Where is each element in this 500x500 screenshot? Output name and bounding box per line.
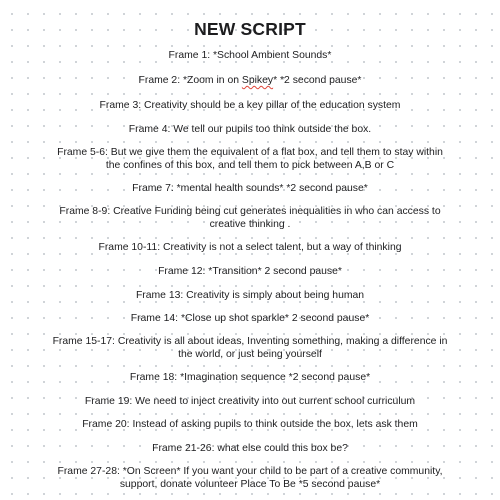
script-line-frame-15-17: Frame 15-17: Creativity is all about ideas, Inventing something, making a difference in the world, or just being yourself [52,336,448,360]
script-line-frame-2: Frame 2: *Zoom in on Spikey* *2 second pause* [138,75,362,86]
script-line-frame-13: Frame 13: Creativity is simply about being human [135,290,365,301]
script-title: NEW SCRIPT [194,19,306,39]
script-line-frame-14: Frame 14: *Close up shot sparkle* 2 second pause* [130,313,370,324]
script-line-frame-4: Frame 4: We tell our pupils too think outside the box. [128,124,372,135]
script-line-frame-21-26: Frame 21-26: what else could this box be? [152,443,348,454]
script-line-frame-10-11: Frame 10-11: Creativity is not a select talent, but a way of thinking [98,242,402,253]
script-line-frame-27-28: Frame 27-28: *On Screen* If you want your child to be part of a creative community, support, donate volunteer Place To Be *5 second pause* [57,466,443,490]
misspelled-word: Spikey [241,75,274,86]
script-line-frame-8-9: Frame 8-9: Creative Funding being cut generates inequalities in who can access to creative thinking . [59,206,441,230]
script-line-frame-12: Frame 12: *Transition* 2 second pause* [158,266,342,277]
script-line-frame-18: Frame 18: *Imagination sequence *2 second pause* [129,372,371,383]
script-line-frame-3: Frame 3: Creativity should be a key pillar of the education system [99,100,401,111]
script-line-frame-20: Frame 20: Instead of asking pupils to think outside the box, lets ask them [82,419,418,430]
script-line-frame-19: Frame 19: We need to inject creativity into out current school curriculum [84,396,416,407]
script-line-frame-7: Frame 7: *mental health sounds* *2 second pause* [132,183,368,194]
script-line-frame-5-6: Frame 5-6: But we give them the equivalent of a flat box, and tell them to stay within the confines of this box, and tell them to pick between A,B or C [57,147,443,171]
script-line-frame-1: Frame 1: *School Ambient Sounds* [168,50,332,61]
